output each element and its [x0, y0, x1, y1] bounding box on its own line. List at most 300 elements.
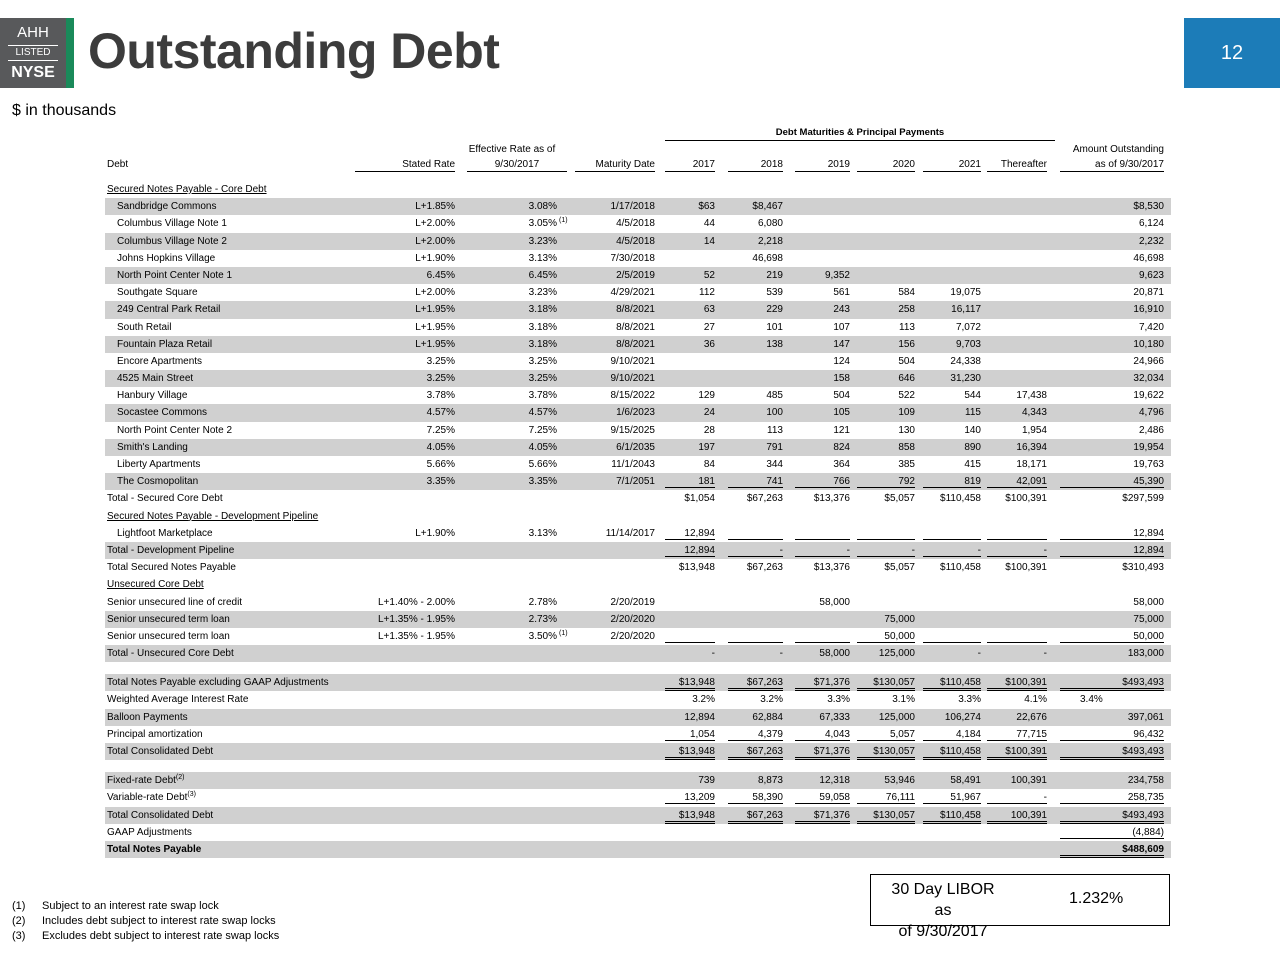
- maturity-y2018-cell: 219: [766, 269, 783, 281]
- row-label-text: Senior unsecured line of credit: [107, 596, 243, 608]
- maturity-y2018-cell: 100: [766, 407, 783, 419]
- effective-rate-cell: [475, 198, 557, 215]
- maturity-date-cell: 4/5/2018: [616, 235, 655, 247]
- stated-rate-cell: 3.25%: [426, 355, 455, 367]
- maturity-date-cell: 2/20/2020: [610, 630, 655, 642]
- maturity-date-cell: 9/10/2021: [610, 355, 655, 367]
- maturity-y2018-cell: 101: [766, 321, 783, 333]
- maturity-y2021-cell: 31,230: [950, 373, 981, 385]
- libor-value: 1.232%: [1069, 890, 1124, 907]
- effective-rate-cell: [475, 267, 557, 284]
- maturity-y2021-cell: 890: [964, 441, 981, 453]
- maturity-y2020-cell: 385: [898, 459, 915, 470]
- maturity-y2018-cell: [728, 525, 783, 540]
- table-row: [105, 284, 1171, 301]
- table-row: [105, 525, 1171, 542]
- maturity-y2020-cell: 130: [898, 424, 915, 436]
- footnote-text: Subject to an interest rate swap lock: [42, 900, 219, 912]
- total-row: [105, 709, 1171, 726]
- maturity-y2020-cell: $130,057: [857, 674, 915, 691]
- amount-outstanding-cell: (4,884): [1060, 824, 1164, 839]
- effective-rate-cell: [475, 233, 557, 250]
- maturity-y2020-cell: 258: [898, 304, 915, 316]
- effective-rate-value: 3.18%: [528, 338, 557, 350]
- amount-outstanding-cell: $8,530: [1133, 201, 1164, 213]
- maturity-date-cell: 1/17/2018: [610, 201, 655, 213]
- total-row: [105, 490, 1171, 507]
- page-number: 12: [1184, 18, 1280, 88]
- maturity-y2017-cell: 12,894: [665, 525, 715, 540]
- logo-ticker: AHH: [17, 24, 49, 41]
- stated-rate-cell: L+1.35% - 1.95%: [378, 630, 455, 642]
- maturity-y2019-cell: 59,058: [795, 789, 850, 804]
- row-label: [107, 611, 230, 628]
- row-label-text: GAAP Adjustments: [107, 826, 192, 838]
- amount-outstanding-cell: 19,622: [1133, 390, 1164, 402]
- maturity-y2019-cell: 147: [833, 338, 850, 350]
- maturity-y2017-cell: 13,209: [665, 789, 715, 804]
- row-label: [117, 336, 212, 353]
- libor-box: [870, 874, 1170, 940]
- effective-rate-value: 3.05%: [528, 218, 557, 230]
- effective-rate-value: 3.25%: [528, 355, 557, 367]
- effective-rate-cell: [475, 353, 557, 370]
- row-label-text: Secured Notes Payable - Core Debt: [107, 184, 267, 195]
- stated-rate-cell: 7.25%: [426, 424, 455, 436]
- row-label-text: Total - Unsecured Core Debt: [107, 648, 234, 660]
- table-row: [105, 250, 1171, 267]
- row-label-text: Balloon Payments: [107, 711, 188, 723]
- table-row: [105, 336, 1171, 353]
- maturity-y2019-cell: [795, 628, 850, 643]
- footnote-number: (1): [12, 900, 26, 912]
- effective-rate-cell: [475, 250, 557, 267]
- maturity-y2018-cell: -: [779, 648, 783, 660]
- header-2018: 2018: [728, 158, 783, 172]
- maturity-y2019-cell: [795, 525, 850, 540]
- maturity-y2017-cell: 3.2%: [692, 694, 715, 706]
- maturity-y2020-cell: $5,057: [884, 493, 915, 505]
- maturity-date-cell: 9/15/2025: [610, 424, 655, 436]
- effective-rate-cell: [475, 611, 557, 628]
- total-row: [105, 789, 1171, 806]
- libor-label: [883, 879, 1003, 942]
- row-label-text: Johns Hopkins Village: [117, 252, 216, 264]
- maturity-y2019-cell: 824: [833, 441, 850, 453]
- row-label: [117, 284, 198, 301]
- row-label-text: Smith's Landing: [117, 441, 188, 453]
- maturity-y2020-cell: 50,000: [857, 628, 915, 643]
- amount-outstanding-cell: 2,232: [1138, 235, 1164, 247]
- maturity-y2020-cell: 125,000: [878, 711, 915, 723]
- stated-rate-cell: L+2.00%: [415, 235, 455, 247]
- table-row: [105, 439, 1171, 456]
- row-label-text: Southgate Square: [117, 287, 198, 299]
- amount-outstanding-cell: 75,000: [1133, 613, 1164, 625]
- header-2019: 2019: [795, 158, 850, 172]
- row-label-text: Principal amortization: [107, 728, 203, 740]
- maturity-th-cell: -: [987, 542, 1047, 557]
- header-effective-rate-1: Effective Rate as of: [468, 144, 556, 155]
- maturity-y2019-cell: 158: [833, 373, 850, 385]
- maturity-y2019-cell: $71,376: [795, 807, 850, 824]
- maturity-y2019-cell: 12,318: [819, 775, 850, 787]
- table-row: [105, 594, 1171, 611]
- effective-rate-cell: [475, 628, 568, 645]
- libor-label-line1: 30 Day LIBOR as: [891, 881, 995, 919]
- amount-outstanding-cell: 9,623: [1138, 269, 1164, 281]
- maturity-y2020-cell: -: [857, 542, 915, 557]
- maturity-y2017-cell: $63: [698, 201, 715, 213]
- maturity-y2017-cell: $13,948: [665, 674, 715, 691]
- amount-outstanding-cell: 258,735: [1060, 789, 1164, 804]
- maturity-y2019-cell: 766: [795, 473, 850, 488]
- maturity-y2017-cell: 36: [703, 338, 715, 350]
- maturity-y2021-cell: 106,274: [944, 711, 981, 723]
- stated-rate-cell: 6.45%: [426, 269, 455, 281]
- row-label-text: North Point Center Note 2: [117, 424, 233, 436]
- effective-rate-cell: [475, 404, 557, 421]
- row-label: [107, 542, 234, 559]
- table-row: [105, 319, 1171, 336]
- table-row: [105, 301, 1171, 318]
- amount-outstanding-cell: 24,966: [1133, 355, 1164, 367]
- maturity-y2021-cell: $110,458: [923, 743, 981, 760]
- stated-rate-cell: 3.78%: [426, 390, 455, 402]
- amount-outstanding-cell: 183,000: [1127, 648, 1164, 660]
- row-label-text: Variable-rate Debt: [107, 792, 188, 804]
- row-label: [117, 215, 227, 232]
- effective-rate-value: 3.50%: [528, 630, 557, 642]
- effective-rate-value: 3.18%: [528, 304, 557, 316]
- maturity-y2020-cell: 76,111: [857, 789, 915, 804]
- maturity-y2017-cell: $1,054: [684, 493, 715, 505]
- header-amount-2: as of 9/30/2017: [1060, 158, 1164, 172]
- amount-outstanding-cell: 96,432: [1060, 726, 1164, 741]
- table-row: [105, 611, 1171, 628]
- effective-rate-cell: [475, 284, 557, 301]
- row-label-text: Total Notes Payable: [107, 843, 202, 855]
- effective-rate-value: 7.25%: [528, 424, 557, 436]
- maturity-date-cell: 4/5/2018: [616, 218, 655, 230]
- row-label: [117, 198, 217, 215]
- row-label-text: Total - Secured Core Debt: [107, 493, 223, 505]
- row-spacer: [105, 760, 1171, 772]
- maturity-th-cell: 100,391: [1010, 775, 1047, 787]
- stated-rate-cell: 3.25%: [426, 373, 455, 385]
- maturity-th-cell: -: [1043, 648, 1047, 660]
- maturity-date-cell: 2/5/2019: [616, 269, 655, 281]
- maturity-y2018-cell: $67,263: [728, 807, 783, 824]
- row-label: [117, 439, 188, 456]
- row-label: [107, 674, 329, 691]
- row-label: [107, 645, 234, 662]
- maturity-y2018-cell: $8,467: [752, 201, 783, 213]
- section-header-row: [105, 576, 1171, 593]
- header-stated-rate: Stated Rate: [355, 158, 455, 172]
- row-label: [117, 353, 202, 370]
- maturity-th-cell: 100,391: [987, 807, 1047, 824]
- maturity-y2021-cell: [923, 628, 981, 643]
- row-label: [117, 370, 193, 387]
- row-label-text: 4525 Main Street: [117, 373, 194, 385]
- effective-rate-value: 4.05%: [528, 441, 557, 453]
- maturity-y2017-cell: 52: [703, 269, 715, 281]
- amount-outstanding-cell: $493,493: [1060, 743, 1164, 760]
- row-label: [107, 726, 203, 743]
- maturity-date-cell: 1/6/2023: [616, 407, 655, 419]
- stated-rate-cell: 5.66%: [426, 459, 455, 470]
- maturity-y2020-cell: 792: [857, 473, 915, 488]
- footnote-ref: (1): [559, 629, 568, 637]
- maturity-y2018-cell: -: [728, 542, 783, 557]
- footnote-1: [12, 900, 219, 912]
- table-row: [105, 422, 1171, 439]
- row-label-text: The Cosmopolitan: [117, 476, 199, 488]
- row-label: [107, 559, 236, 576]
- maturity-y2019-cell: 364: [833, 459, 850, 470]
- maturity-y2021-cell: 19,075: [950, 287, 981, 299]
- row-label-text: Fountain Plaza Retail: [117, 338, 213, 350]
- maturity-y2019-cell: 67,333: [819, 711, 850, 723]
- stated-rate-cell: L+1.90%: [415, 527, 455, 539]
- row-label: [107, 789, 196, 806]
- row-label-text: Fixed-rate Debt: [107, 775, 176, 787]
- maturity-y2018-cell: 4,379: [728, 726, 783, 741]
- row-label-text: 249 Central Park Retail: [117, 304, 221, 316]
- maturity-y2018-cell: [728, 628, 783, 643]
- row-label: [107, 772, 184, 789]
- maturity-y2021-cell: $110,458: [940, 562, 981, 574]
- maturity-date-cell: 8/8/2021: [616, 304, 655, 316]
- row-label: [117, 267, 232, 284]
- maturity-y2020-cell: 125,000: [878, 648, 915, 660]
- maturity-y2017-cell: 197: [698, 441, 715, 453]
- total-row: [105, 743, 1171, 760]
- total-row: [105, 645, 1171, 662]
- maturity-y2018-cell: 8,873: [757, 775, 783, 787]
- maturity-y2020-cell: 109: [898, 407, 915, 419]
- maturity-y2019-cell: 4,043: [795, 726, 850, 741]
- stated-rate-cell: 4.57%: [426, 407, 455, 419]
- amount-outstanding-cell: 46,698: [1133, 252, 1164, 264]
- amount-outstanding-cell: 6,124: [1138, 218, 1164, 230]
- header-effective-rate-2: 9/30/2017: [467, 158, 567, 172]
- maturity-th-cell: 18,171: [1016, 459, 1047, 470]
- section-header-row: [105, 181, 1171, 198]
- table-row: [105, 215, 1171, 232]
- row-label-text: Secured Notes Payable - Development Pipeline: [107, 510, 319, 522]
- maturity-y2020-cell: 75,000: [884, 613, 915, 625]
- maturity-y2017-cell: 1,054: [665, 726, 715, 741]
- maturity-th-cell: 17,438: [1016, 390, 1047, 402]
- effective-rate-value: 3.78%: [528, 390, 557, 402]
- row-label-text: Columbus Village Note 2: [117, 235, 227, 247]
- amount-outstanding-cell: 58,000: [1133, 596, 1164, 608]
- logo-accent-bar: [66, 18, 74, 88]
- row-label: [107, 743, 213, 760]
- header-debt: Debt: [107, 159, 129, 170]
- row-label-text: Total - Development Pipeline: [107, 544, 235, 556]
- maturity-date-cell: 8/8/2021: [616, 338, 655, 350]
- maturity-y2021-cell: $110,458: [923, 807, 981, 824]
- amount-outstanding-cell: 3.4%: [1080, 694, 1103, 706]
- maturity-y2020-cell: 156: [898, 338, 915, 350]
- effective-rate-value: 3.23%: [528, 235, 557, 247]
- maturity-y2021-cell: $110,458: [923, 674, 981, 691]
- footnote-ref: (1): [559, 217, 568, 225]
- maturity-y2019-cell: 561: [833, 287, 850, 299]
- maturity-y2021-cell: 24,338: [950, 355, 981, 367]
- maturity-th-cell: [987, 525, 1047, 540]
- stated-rate-cell: L+1.35% - 1.95%: [378, 613, 455, 625]
- table-row: [105, 456, 1171, 473]
- maturity-y2017-cell: 28: [703, 424, 715, 436]
- effective-rate-value: 2.78%: [528, 596, 557, 608]
- effective-rate-value: 6.45%: [528, 269, 557, 281]
- effective-rate-cell: [475, 439, 557, 456]
- effective-rate-value: 3.13%: [528, 252, 557, 264]
- maturity-y2017-cell: [665, 628, 715, 643]
- amount-outstanding-cell: $488,609: [1060, 841, 1164, 858]
- maturity-y2020-cell: 646: [898, 373, 915, 385]
- maturity-y2019-cell: 504: [833, 390, 850, 402]
- row-label: [117, 233, 227, 250]
- maturity-y2019-cell: 121: [833, 424, 850, 436]
- maturity-y2019-cell: $13,376: [813, 562, 850, 574]
- row-label: [117, 473, 198, 490]
- row-label: [117, 404, 207, 421]
- row-label: [107, 181, 267, 198]
- maturity-y2021-cell: 3.3%: [958, 694, 981, 706]
- effective-rate-cell: [475, 319, 557, 336]
- row-label-text: Encore Apartments: [117, 355, 203, 367]
- maturity-y2019-cell: $71,376: [795, 674, 850, 691]
- footnote-2: [12, 915, 276, 927]
- maturity-y2021-cell: 4,184: [923, 726, 981, 741]
- maturity-date-cell: 7/30/2018: [610, 252, 655, 264]
- maturity-y2018-cell: 62,884: [752, 711, 783, 723]
- maturity-y2018-cell: 741: [728, 473, 783, 488]
- maturity-y2018-cell: 539: [766, 287, 783, 299]
- maturity-th-cell: 1,954: [1021, 424, 1047, 436]
- row-label-text: Senior unsecured term loan: [107, 630, 230, 642]
- maturity-y2020-cell: $130,057: [857, 807, 915, 824]
- maturity-y2017-cell: 739: [698, 775, 715, 787]
- maturity-y2019-cell: 105: [833, 407, 850, 419]
- maturity-y2018-cell: 138: [766, 338, 783, 350]
- maturity-th-cell: 77,715: [987, 726, 1047, 741]
- maturity-y2020-cell: $130,057: [857, 743, 915, 760]
- maturity-y2017-cell: -: [711, 648, 715, 660]
- amount-outstanding-cell: 19,763: [1133, 459, 1164, 470]
- maturity-date-cell: 2/20/2020: [610, 613, 655, 625]
- maturity-date-cell: 6/1/2035: [616, 441, 655, 453]
- maturity-y2019-cell: -: [795, 542, 850, 557]
- row-label-text: North Point Center Note 1: [117, 269, 233, 281]
- maturity-date-cell: 11/1/2043: [611, 459, 655, 470]
- effective-rate-cell: [475, 301, 557, 318]
- table-row: [105, 267, 1171, 284]
- maturity-y2019-cell: $13,376: [813, 493, 850, 505]
- table-row: [105, 353, 1171, 370]
- maturity-y2021-cell: [923, 525, 981, 540]
- row-label-text: Socastee Commons: [117, 407, 208, 419]
- effective-rate-value: 3.23%: [528, 287, 557, 299]
- maturity-y2017-cell: 63: [703, 304, 715, 316]
- company-logo: [0, 18, 72, 88]
- amount-outstanding-cell: 12,894: [1060, 542, 1164, 557]
- header-maturity-date: Maturity Date: [575, 158, 655, 172]
- row-label: [107, 824, 192, 841]
- maturity-th-cell: $100,391: [1005, 562, 1047, 574]
- table-row: [105, 198, 1171, 215]
- maturity-y2017-cell: 129: [698, 390, 715, 402]
- maturity-y2021-cell: 115: [965, 407, 981, 419]
- maturity-th-cell: 16,394: [1016, 441, 1047, 453]
- effective-rate-value: 5.66%: [528, 459, 557, 470]
- row-label: [107, 709, 188, 726]
- maturity-y2020-cell: 5,057: [857, 726, 915, 741]
- maturity-y2020-cell: 584: [898, 287, 915, 299]
- maturity-y2017-cell: 24: [703, 407, 715, 419]
- maturity-y2017-cell: 12,894: [665, 542, 715, 557]
- total-row: [105, 674, 1171, 691]
- row-label: [107, 594, 242, 611]
- maturity-y2020-cell: 504: [898, 355, 915, 367]
- maturity-y2018-cell: 229: [766, 304, 783, 316]
- maturity-y2021-cell: 140: [964, 424, 981, 436]
- maturities-group-header: Debt Maturities & Principal Payments: [665, 125, 1055, 141]
- amount-outstanding-cell: $493,493: [1060, 807, 1164, 824]
- amount-outstanding-cell: $297,599: [1122, 493, 1164, 505]
- row-label: [117, 319, 171, 336]
- maturity-y2018-cell: 6,080: [757, 218, 783, 230]
- maturity-th-cell: [987, 628, 1047, 643]
- row-label-text: Total Notes Payable excluding GAAP Adjustments: [107, 677, 329, 689]
- maturity-y2020-cell: $5,057: [884, 562, 915, 574]
- row-label: [117, 250, 215, 267]
- maturity-y2020-cell: 53,946: [884, 775, 915, 787]
- row-label: [117, 525, 213, 542]
- libor-label-line2: of 9/30/2017: [898, 923, 988, 940]
- maturity-date-cell: 11/14/2017: [605, 527, 655, 539]
- stated-rate-cell: L+1.95%: [415, 321, 455, 333]
- amount-outstanding-cell: $310,493: [1122, 562, 1164, 574]
- total-row: [105, 691, 1171, 708]
- row-label: [117, 422, 232, 439]
- row-label: [107, 807, 213, 824]
- header-2021: 2021: [923, 158, 981, 172]
- row-label: [107, 841, 201, 858]
- table-body: [105, 181, 1171, 858]
- table-row: [105, 370, 1171, 387]
- maturity-y2017-cell: $13,948: [665, 743, 715, 760]
- maturity-th-cell: 4.1%: [1024, 694, 1047, 706]
- table-row: [105, 404, 1171, 421]
- maturity-y2018-cell: 485: [766, 390, 783, 402]
- total-row: [105, 841, 1171, 858]
- maturity-y2021-cell: 51,967: [923, 789, 981, 804]
- maturity-y2020-cell: 3.1%: [892, 694, 915, 706]
- maturity-y2017-cell: 44: [703, 218, 715, 230]
- maturity-y2017-cell: 84: [703, 459, 715, 470]
- effective-rate-value: 4.57%: [528, 407, 557, 419]
- maturity-y2020-cell: 858: [898, 441, 915, 453]
- maturity-th-cell: $100,391: [987, 674, 1047, 691]
- maturity-y2020-cell: 522: [898, 390, 915, 402]
- table-row: [105, 473, 1171, 490]
